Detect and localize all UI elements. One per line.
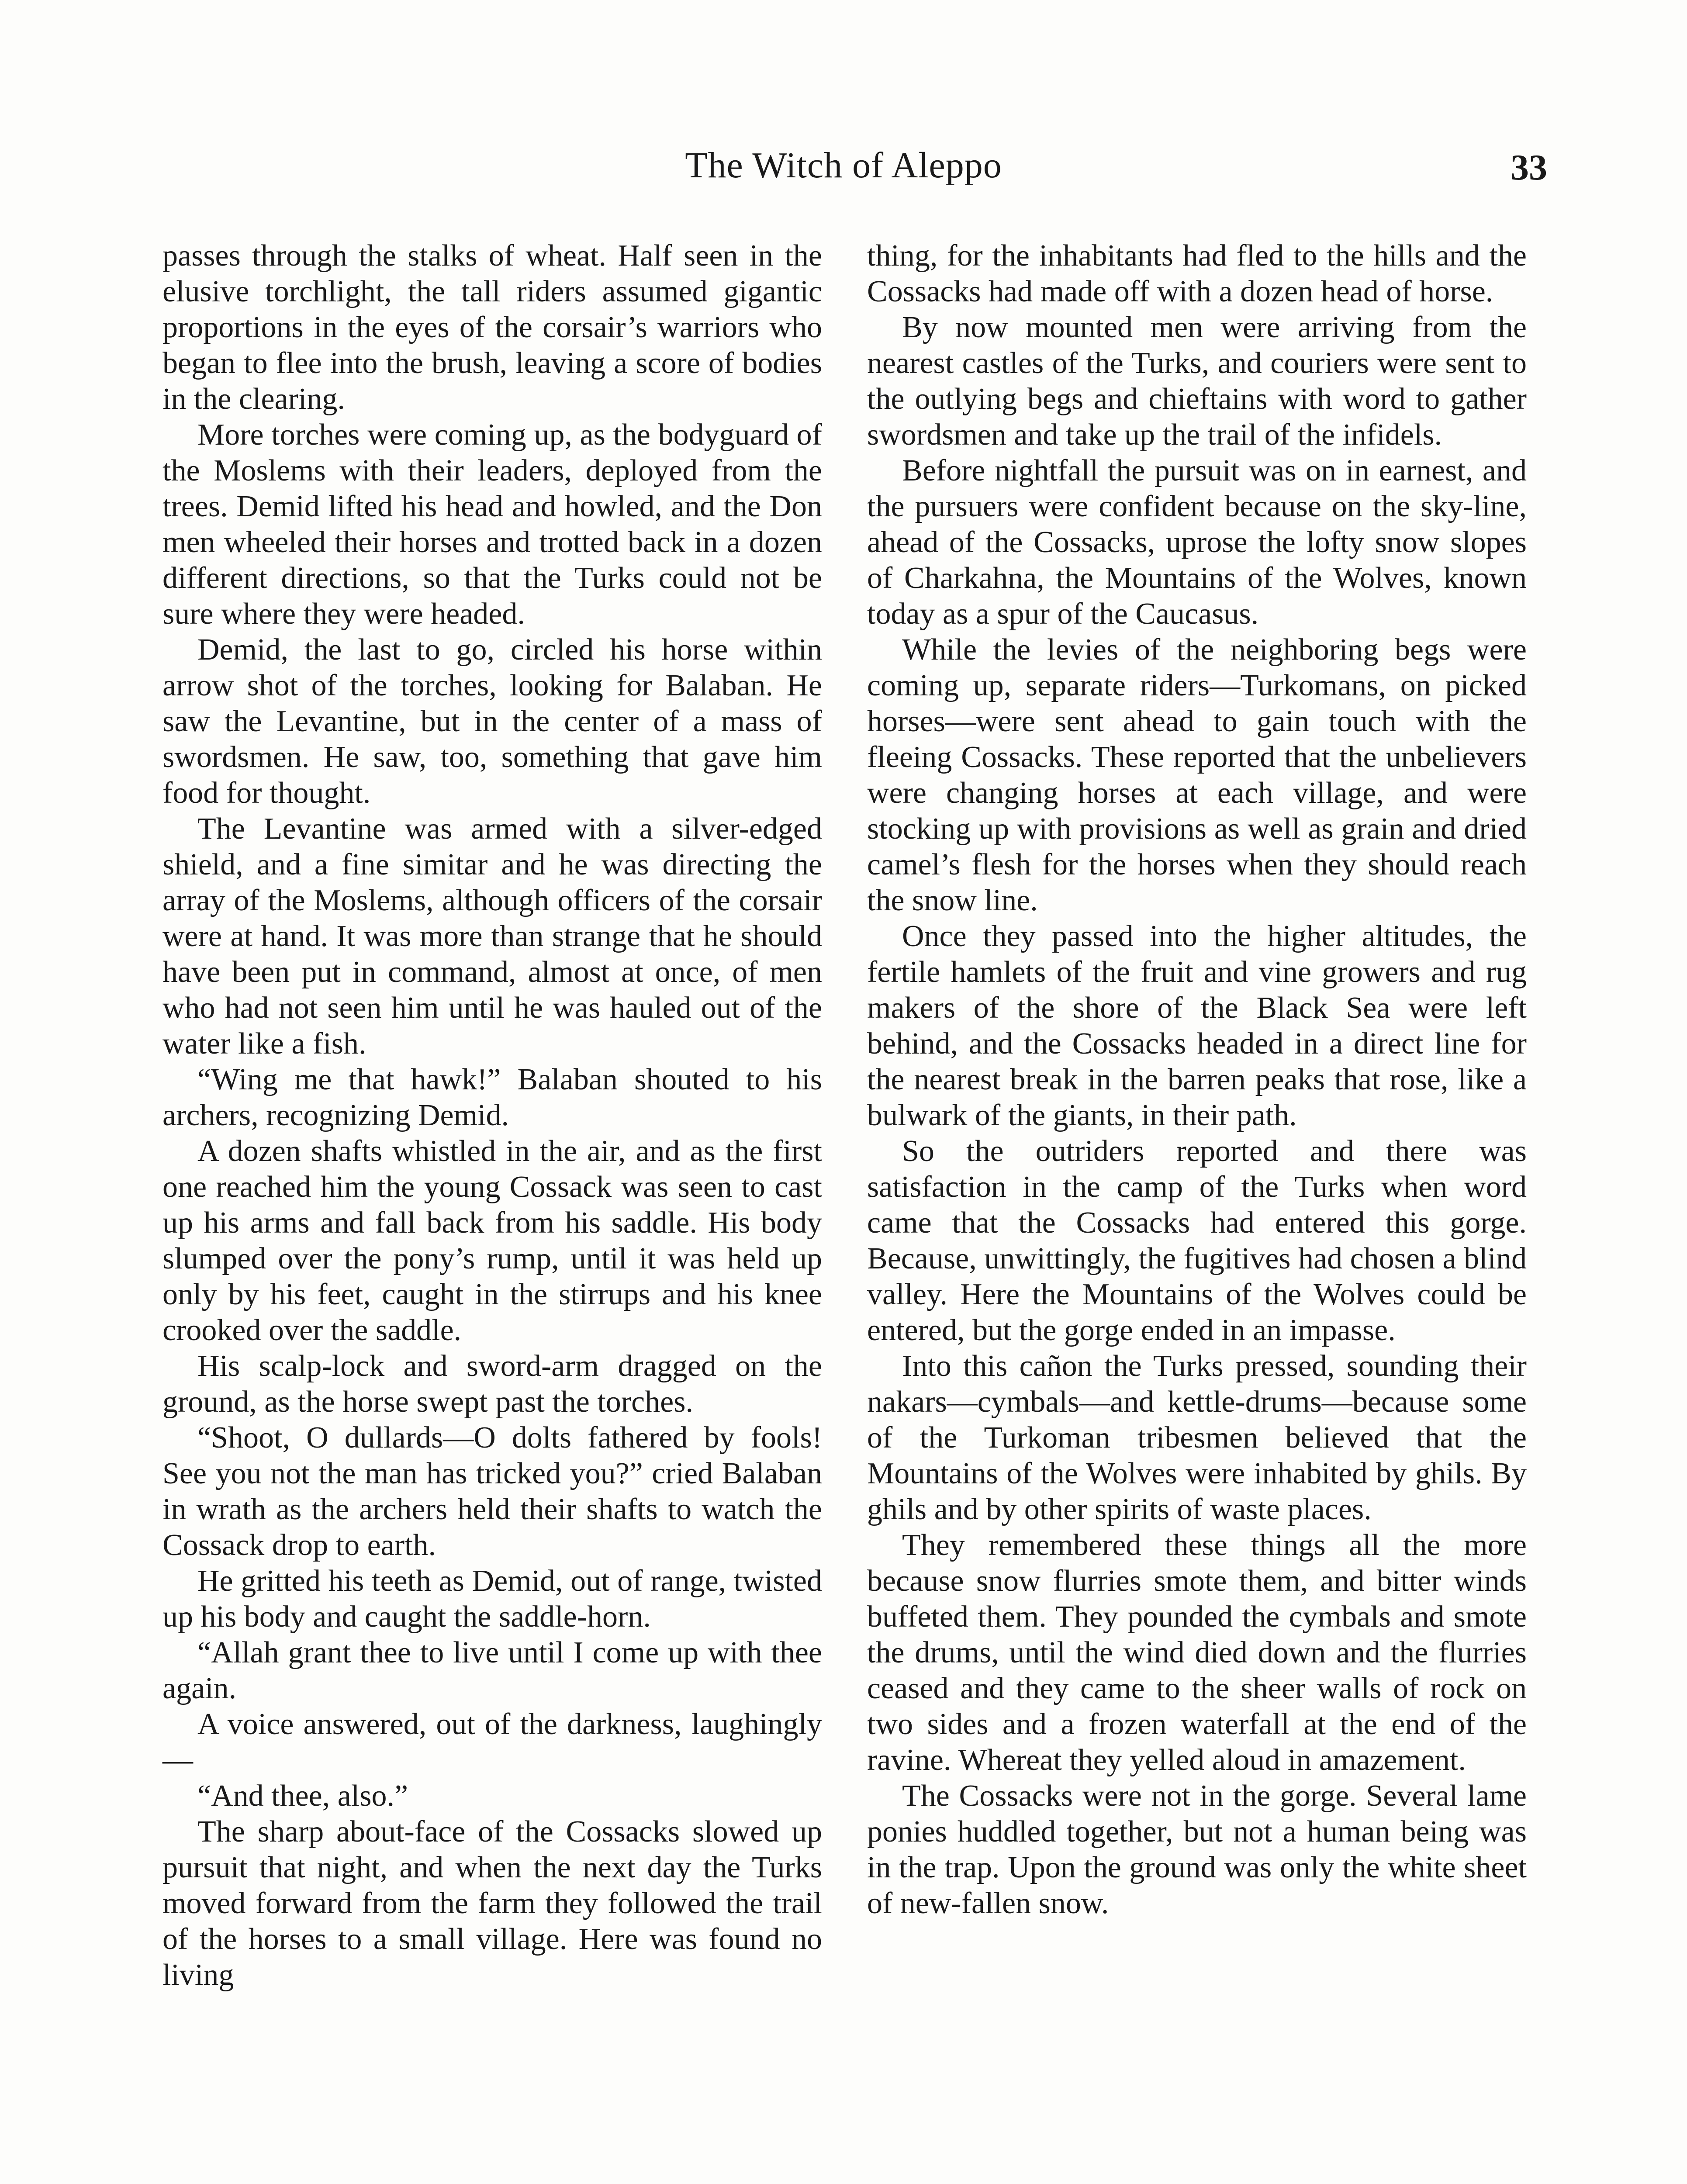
paragraph: A voice answered, out of the darkness, laughingly— [162,1707,822,1777]
paragraph: The Levantine was armed with a silver-edged shield, and a fine simitar and he was directing the array of the Moslems, although officers of the corsair were at hand. It was more than strange that he should have been put in command, almost at once, of men who had not seen him until he was hauled out of the water like a fish. [162,812,822,1061]
paragraph: Once they passed into the higher altitudes, the fertile hamlets of the fruit and vine growers and rug makers of the shore of the Black Sea were left behind, and the Cossacks headed in a direct line for the nearest break in the barren peaks that rose, like a bulwark of the giants, in their path. [867,919,1527,1132]
paragraph: They remembered these things all the more because snow flurries smote them, and bitter winds buffeted them. They pounded the cymbals and smote the drums, until the wind died down and the flurries ceased and they came to the sheer walls of rock on two sides and a frozen waterfall at the end of the ravine. Whereat they yelled aloud in amazement. [867,1528,1527,1777]
right-column [867,238,1527,1921]
paragraph: The Cossacks were not in the gorge. Several lame ponies huddled together, but not a human being was in the trap. Upon the ground was only the white sheet of new-fallen snow. [867,1779,1527,1920]
paragraph: passes through the stalks of wheat. Half seen in the elusive torchlight, the tall riders assumed gigantic proportions in the eyes of the corsair’s warriors who began to flee into the brush, leaving a score of bodies in the clearing. [162,239,822,416]
page-number: 33 [1511,147,1547,188]
paragraph: He gritted his teeth as Demid, out of range, twisted up his body and caught the saddle-horn. [162,1564,822,1634]
paragraph: Into this cañon the Turks pressed, sounding their nakars—cymbals—and kettle-drums—because some of the Turkoman tribesmen believed that the Mountains of the Wolves were inhabited by ghils. By ghils and by other spirits of waste places. [867,1349,1527,1526]
paragraph: “And thee, also.” [197,1779,408,1813]
paragraph: His scalp-lock and sword-arm dragged on the ground, as the horse swept past the torches. [162,1349,822,1419]
paragraph: Before nightfall the pursuit was on in earnest, and the pursuers were confident because on the sky-line, ahead of the Cossacks, uprose the lofty snow slopes of Charkahna, the Mountains of the Wolves, known today as a spur of the Caucasus. [867,454,1527,631]
paragraph: More torches were coming up, as the bodyguard of the Moslems with their leaders, deployed from the trees. Demid lifted his head and howled, and the Don men wheeled their horses and trotted back in a dozen different directions, so that the Turks could not be sure where they were headed. [162,418,822,631]
paragraph: So the outriders reported and there was satisfaction in the camp of the Turks when word came that the Cossacks had entered this gorge. Because, unwittingly, the fugitives had chosen a blind valley. Here the Mountains of the Wolves could be entered, but the gorge ended in an impasse. [867,1134,1527,1347]
paragraph: “Allah grant thee to live until I come up with thee again. [162,1636,822,1705]
paragraph: The sharp about-face of the Cossacks slowed up pursuit that night, and when the next day the Turks moved forward from the farm they followed the trail of the horses to a small village. Here was found no living [162,1815,822,1992]
paragraph: A dozen shafts whistled in the air, and as the first one reached him the young Cossack was seen to cast up his arms and fall back from his saddle. His body slumped over the pony’s rump, until it was held up only by his feet, caught in the stirrups and his knee crooked over the saddle. [162,1134,822,1347]
paragraph: Demid, the last to go, circled his horse within arrow shot of the torches, looking for Balaban. He saw the Levantine, but in the center of a mass of swordsmen. He saw, too, something that gave him food for thought. [162,633,822,810]
left-column [162,238,822,1993]
running-title: The Witch of Aleppo [685,145,1002,186]
paragraph: By now mounted men were arriving from the nearest castles of the Turks, and couriers were sent to the outlying begs and chieftains with word to gather swordsmen and take up the trail of the infidels. [867,311,1527,452]
paragraph: thing, for the inhabitants had fled to the hills and the Cossacks had made off with a dozen head of horse. [867,239,1527,308]
paragraph: “Wing me that hawk!” Balaban shouted to his archers, recognizing Demid. [162,1063,822,1132]
paragraph: While the levies of the neighboring begs were coming up, separate riders—Turkomans, on picked horses—were sent ahead to gain touch with the fleeing Cossacks. These reported that the unbelievers were changing horses at each village, and were stocking up with provisions as well as grain and dried camel’s flesh for the horses when they should reach the snow line. [867,633,1527,917]
paragraph: “Shoot, O dullards—O dolts fathered by fools! See you not the man has tricked you?” cried Balaban in wrath as the archers held their shafts to watch the Cossack drop to earth. [162,1421,822,1562]
